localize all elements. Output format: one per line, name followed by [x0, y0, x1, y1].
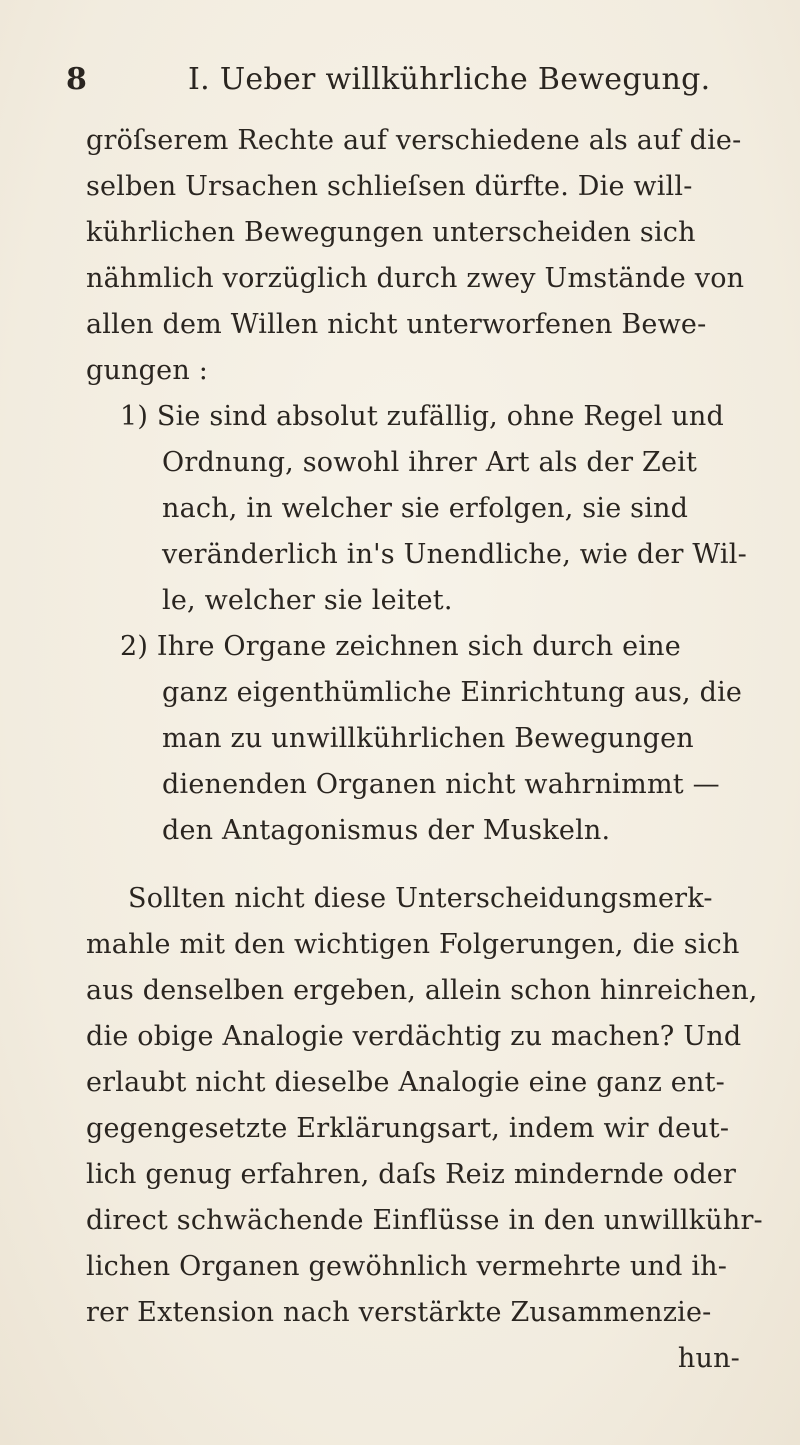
text-line: gungen :	[86, 355, 208, 386]
text-line: den Antagonismus der Muskeln.	[162, 815, 611, 846]
text-line: le, welcher sie leitet.	[162, 585, 453, 616]
text-line: kührlichen Bewegungen unterscheiden sich	[86, 217, 696, 248]
text-line: Ordnung, sowohl ihrer Art als der Zeit	[162, 447, 698, 478]
page-number: 8	[66, 62, 87, 97]
text-line: lichen Organen gewöhnlich vermehrte und ih-	[86, 1251, 728, 1282]
text-line: selben Ursachen schlieſsen dürfte. Die will-	[86, 171, 693, 202]
text-line: rer Extension nach verstärkte Zusammenzie-	[86, 1297, 712, 1328]
text-line: erlaubt nicht dieselbe Analogie eine ganz ent-	[86, 1067, 725, 1098]
second-paragraph	[86, 876, 766, 1336]
paragraph-gap	[86, 854, 766, 876]
page-body	[86, 118, 766, 1382]
text-line: gegengesetzte Erklärungsart, indem wir deut-	[86, 1113, 730, 1144]
page-header	[66, 62, 746, 102]
catchword: hun-	[677, 1343, 740, 1374]
running-title: I. Ueber willkührliche Bewegung.	[188, 62, 711, 97]
text-line: nähmlich vorzüglich durch zwey Umstände von	[86, 263, 745, 294]
text-line: veränderlich in's Unendliche, wie der Wil-	[162, 539, 747, 570]
intro-paragraph	[86, 118, 766, 394]
text-line: ganz eigenthümliche Einrichtung aus, die	[162, 677, 743, 708]
text-line: mahle mit den wichtigen Folgerungen, die sich	[86, 929, 740, 960]
text-line: man zu unwillkührlichen Bewegungen	[162, 723, 694, 754]
text-line: allen dem Willen nicht unterworfenen Bewe-	[86, 309, 707, 340]
text-line: aus denselben ergeben, allein schon hinreichen,	[86, 975, 758, 1006]
text-line: die obige Analogie verdächtig zu machen? Und	[86, 1021, 742, 1052]
text-line: dienenden Organen nicht wahrnimmt —	[162, 769, 720, 800]
list-item-first-line: 1) Sie sind absolut zufällig, ohne Regel und	[120, 401, 724, 432]
text-line: gröſserem Rechte auf verschiedene als auf die-	[86, 125, 742, 156]
text-line: nach, in welcher sie erfolgen, sie sind	[162, 493, 689, 524]
list-item-first-line: 2) Ihre Organe zeichnen sich durch eine	[120, 631, 681, 662]
text-line: lich genug erfahren, daſs Reiz mindernde oder	[86, 1159, 737, 1190]
paragraph-first-line: Sollten nicht diese Unterscheidungsmerk-	[128, 883, 713, 914]
list-item-1	[86, 394, 766, 624]
text-line: direct schwächende Einflüsse in den unwillkühr-	[86, 1205, 763, 1236]
list-item-2	[86, 624, 766, 854]
